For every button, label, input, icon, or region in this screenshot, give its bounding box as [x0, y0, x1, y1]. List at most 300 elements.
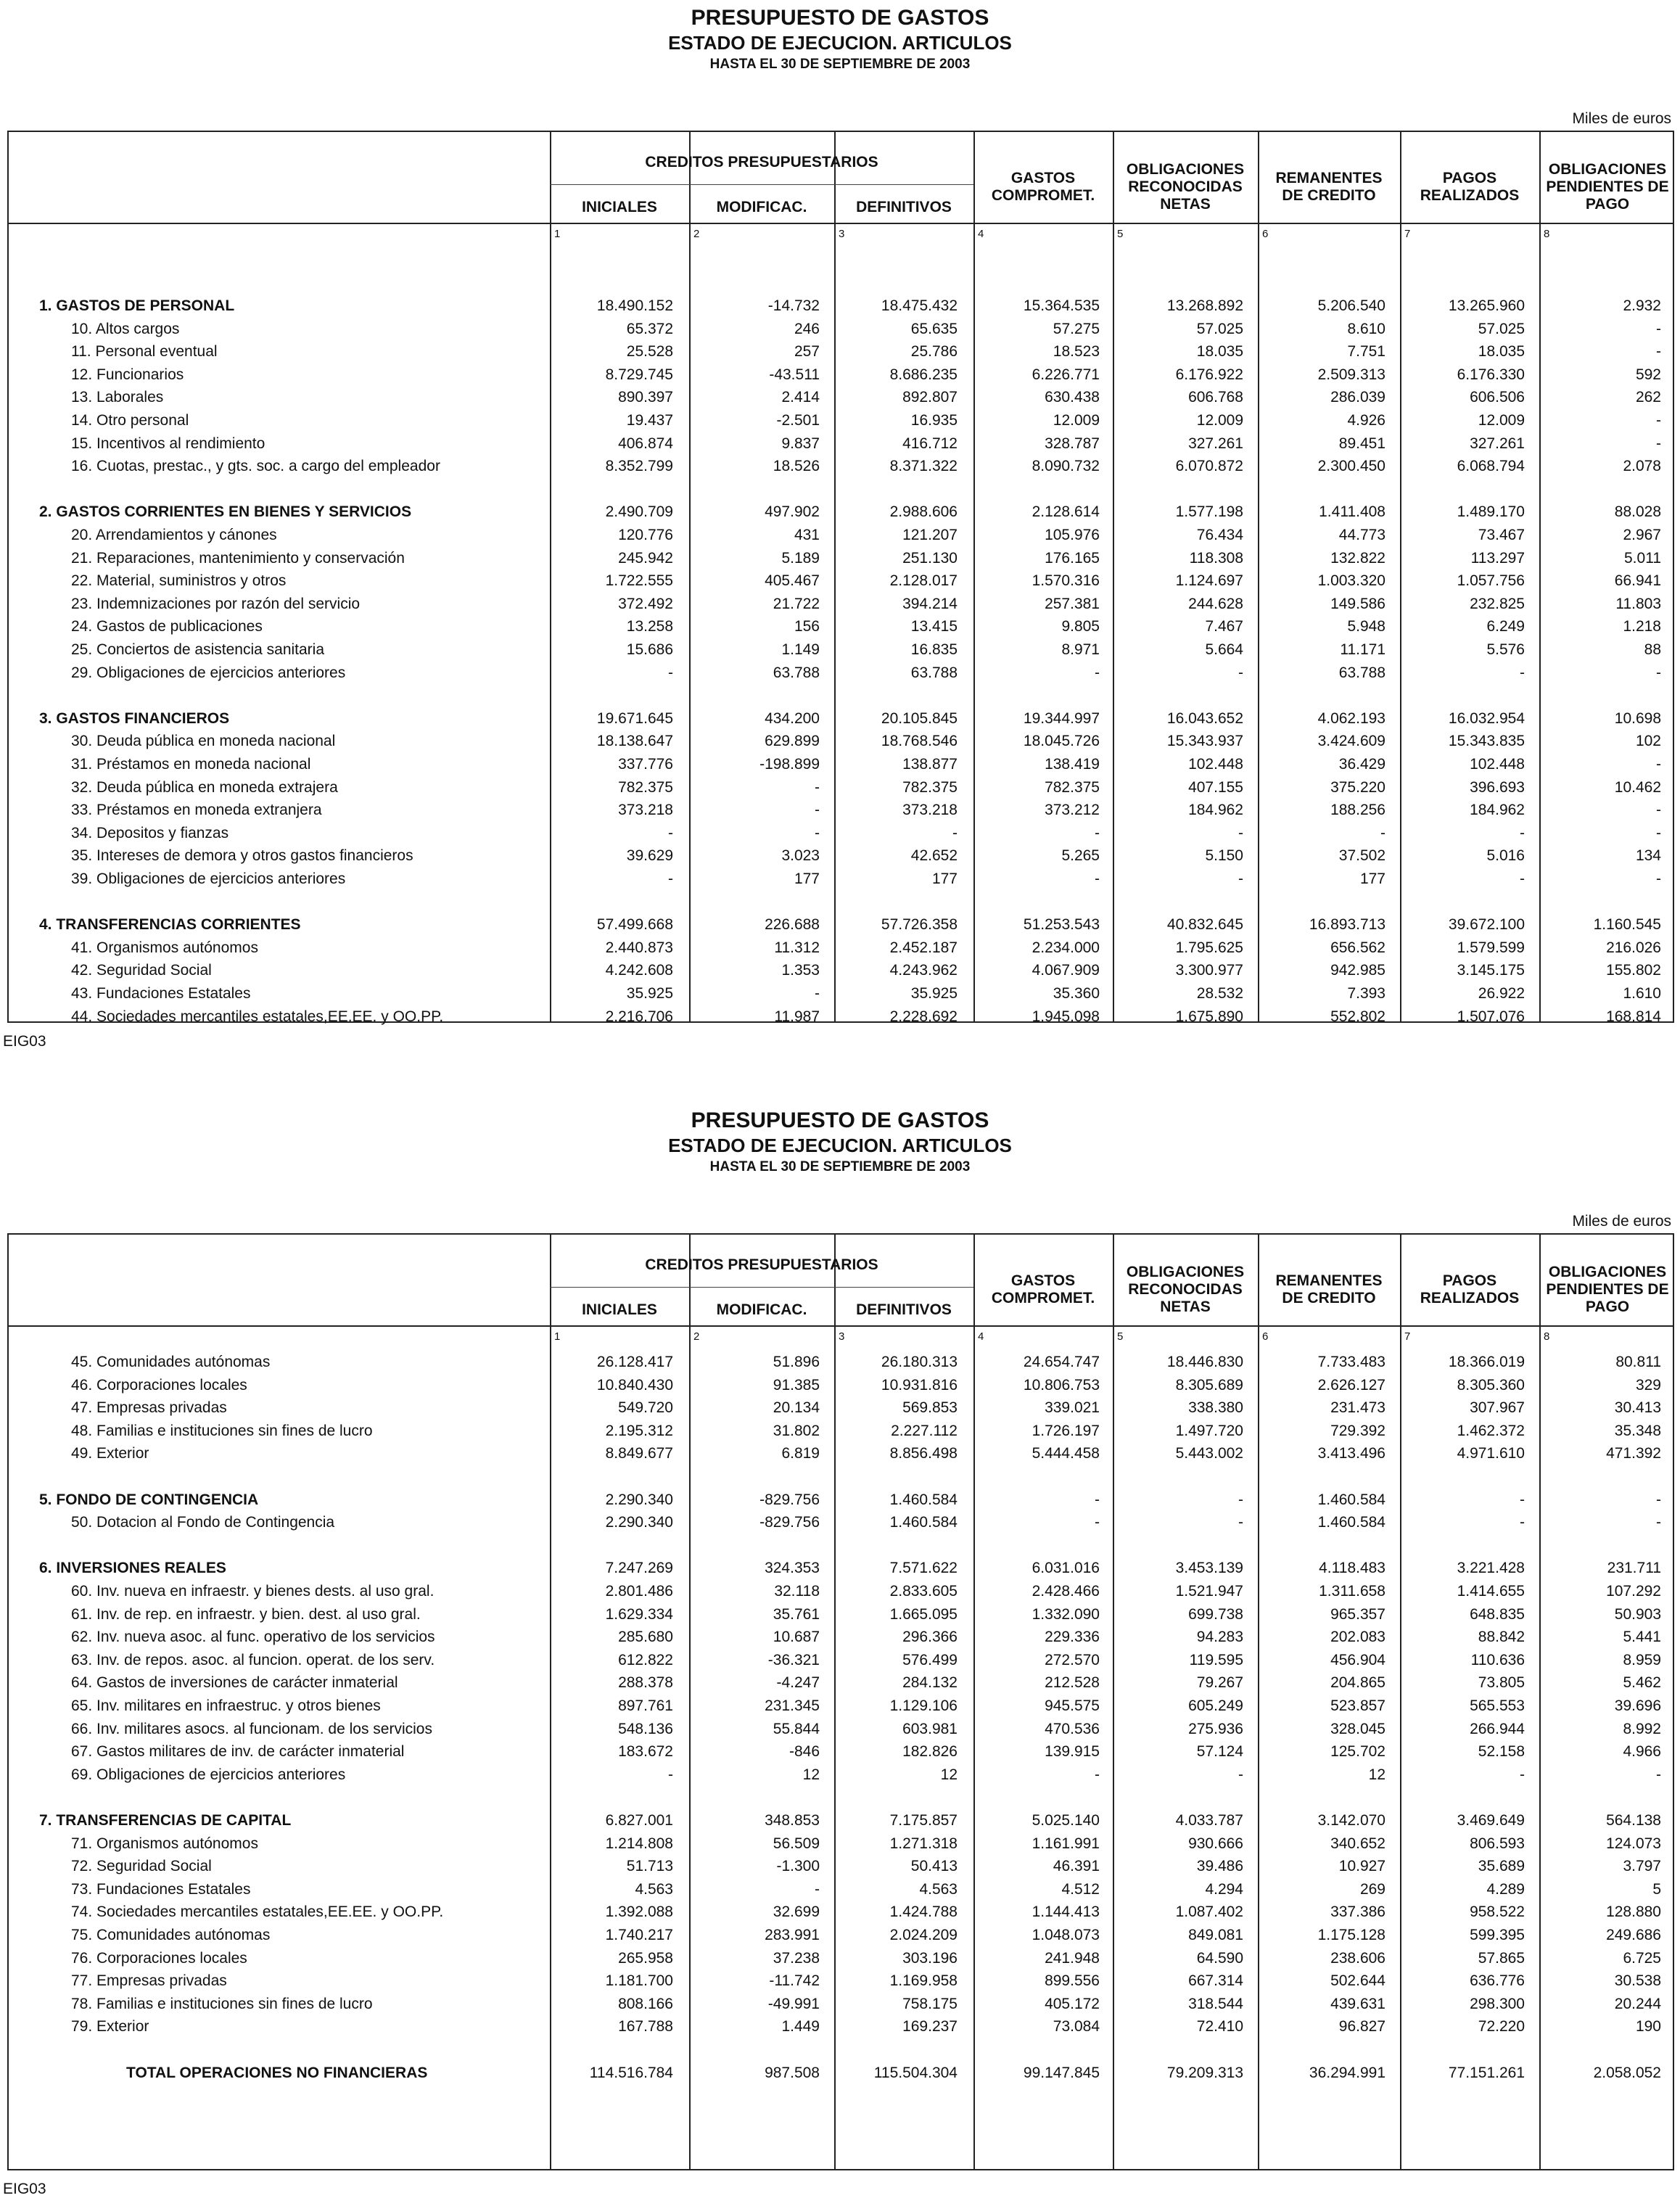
header-gastos-line: GASTOS: [1010, 170, 1076, 186]
cell-value: 57.275: [1053, 320, 1100, 337]
cell-value: 184.962: [1188, 802, 1243, 819]
column-number: 6: [1262, 228, 1269, 240]
report-subtitle: ESTADO DE EJECUCION. ARTICULOS: [668, 1135, 1012, 1156]
cell-value: 10.462: [1614, 778, 1661, 796]
cell-value: 808.166: [618, 1995, 673, 2012]
cell-value: -: [1656, 1491, 1661, 1508]
section-row: [9, 913, 1673, 936]
cell-value: 10.927: [1338, 1858, 1385, 1875]
cell-value: 20.244: [1614, 1995, 1661, 2012]
row-label: 16. Cuotas, prestac., y gts. soc. a cargo del empleador: [71, 458, 440, 475]
table-row: [9, 569, 1673, 592]
cell-value: 184.962: [1470, 802, 1525, 819]
cell-value: 2.216.706: [605, 1008, 673, 1025]
table-row: [9, 776, 1673, 799]
cell-value: 3.424.609: [1317, 733, 1385, 750]
cell-value: 431: [794, 527, 820, 543]
cell-value: -: [1095, 1514, 1100, 1531]
header-iniciales: INICIALES: [582, 199, 657, 215]
cell-value: 1.497.720: [1175, 1422, 1243, 1439]
cell-value: -1.300: [776, 1858, 820, 1875]
footer-code: EIG03: [3, 1033, 46, 1050]
cell-value: 8.352.799: [605, 458, 673, 475]
cell-value: 605.249: [1188, 1697, 1243, 1714]
cell-value: 88.028: [1614, 503, 1661, 521]
cell-value: 899.556: [1045, 1972, 1100, 1990]
row-label: 79. Exterior: [71, 2018, 149, 2036]
cell-value: 5.948: [1347, 618, 1385, 635]
table-row: [9, 662, 1673, 684]
cell-value: 99.147.845: [1023, 2064, 1100, 2081]
table-row: [9, 1374, 1673, 1396]
cell-value: 11.803: [1615, 595, 1661, 612]
table-row: [9, 1832, 1673, 1855]
cell-value: 6.031.016: [1032, 1560, 1100, 1577]
cell-value: 606.506: [1470, 389, 1525, 406]
cell-value: 89.451: [1338, 435, 1385, 452]
cell-value: 7.571.622: [889, 1560, 958, 1577]
cell-value: 11.171: [1340, 641, 1385, 658]
cell-value: 2.290.340: [605, 1491, 673, 1508]
cell-value: 134: [1635, 847, 1661, 865]
row-label: 6. INVERSIONES REALES: [39, 1560, 226, 1577]
cell-value: 1.311.658: [1319, 1583, 1385, 1600]
cell-value: 1.507.076: [1457, 1008, 1525, 1025]
cell-value: 4.966: [1623, 1743, 1661, 1761]
cell-value: 6.827.001: [605, 1812, 673, 1829]
row-label: 29. Obligaciones de ejercicios anteriores: [71, 664, 346, 681]
cell-value: 183.672: [618, 1743, 673, 1761]
cell-value: -: [1520, 664, 1525, 681]
cell-value: 10.806.753: [1023, 1376, 1100, 1394]
cell-value: 337.386: [1330, 1903, 1385, 1921]
cell-value: 1.726.197: [1032, 1422, 1100, 1439]
cell-value: 12.009: [1053, 412, 1100, 429]
cell-value: 782.375: [618, 778, 673, 796]
cell-value: 269: [1359, 1880, 1385, 1898]
cell-value: -: [668, 664, 673, 681]
cell-value: 182.826: [902, 1743, 958, 1761]
cell-value: 177: [931, 870, 958, 887]
cell-value: 30.413: [1614, 1399, 1661, 1417]
cell-value: 667.314: [1188, 1972, 1243, 1990]
header-pendientes-line: PENDIENTES DE: [1546, 178, 1669, 195]
cell-value: 13.265.960: [1448, 297, 1525, 314]
header-pendientes-line: PAGO: [1585, 1298, 1630, 1315]
cell-value: 1.665.095: [889, 1605, 958, 1623]
cell-value: 565.553: [1470, 1697, 1525, 1714]
cell-value: 307.967: [1470, 1399, 1525, 1417]
cell-value: 338.380: [1188, 1399, 1243, 1417]
column-number: 2: [693, 1330, 700, 1343]
cell-value: 63.788: [1338, 664, 1385, 681]
cell-value: 188.256: [1330, 802, 1385, 819]
header-pendientes-line: PENDIENTES DE: [1546, 1281, 1669, 1298]
cell-value: 8.729.745: [605, 366, 673, 383]
header-gastos-line: GASTOS: [1010, 1272, 1076, 1289]
cell-value: 72.220: [1478, 2018, 1525, 2036]
cell-value: 52.158: [1478, 1743, 1525, 1761]
cell-value: 612.822: [618, 1651, 673, 1668]
cell-value: 1.414.655: [1457, 1583, 1525, 1600]
cell-value: -11.742: [769, 1972, 820, 1990]
cell-value: 26.180.313: [881, 1354, 958, 1370]
cell-value: -: [1520, 1514, 1525, 1531]
cell-value: 18.475.432: [881, 297, 958, 314]
cell-value: -: [1095, 870, 1100, 887]
column-number: 7: [1404, 1330, 1411, 1343]
cell-value: 4.242.608: [605, 962, 673, 979]
cell-value: 138.877: [902, 756, 958, 773]
cell-value: 12.009: [1478, 412, 1525, 429]
column-number: 8: [1544, 1330, 1550, 1343]
cell-value: 318.544: [1188, 1995, 1243, 2012]
cell-value: 930.666: [1188, 1835, 1243, 1852]
cell-value: 73.805: [1478, 1674, 1525, 1692]
cell-value: 2.626.127: [1317, 1376, 1385, 1394]
cell-value: 375.220: [1330, 778, 1385, 796]
cell-value: 405.172: [1045, 1995, 1100, 2012]
cell-value: 177: [794, 870, 820, 887]
cell-value: 7.751: [1347, 343, 1385, 361]
table-row: [9, 638, 1673, 661]
cell-value: 28.532: [1196, 985, 1243, 1002]
cell-value: 216.026: [1606, 939, 1661, 956]
cell-value: 9.805: [1061, 618, 1100, 635]
header-modificac: MODIFICAC.: [716, 1301, 807, 1318]
table-row: [9, 982, 1673, 1005]
cell-value: 523.857: [1330, 1697, 1385, 1714]
header-definitivos: DEFINITIVOS: [856, 199, 952, 215]
units-label: Miles de euros: [1572, 110, 1671, 127]
section-row: [9, 501, 1673, 523]
row-label: 72. Seguridad Social: [71, 1858, 212, 1875]
cell-value: 606.768: [1188, 389, 1243, 406]
cell-value: 79.209.313: [1166, 2064, 1243, 2081]
cell-value: 9.837: [781, 435, 820, 452]
cell-value: 138.419: [1045, 756, 1100, 773]
cell-value: 5.150: [1205, 847, 1243, 865]
cell-value: 1.353: [781, 962, 820, 979]
cell-value: 50.413: [910, 1858, 958, 1875]
row-label: 12. Funcionarios: [71, 366, 184, 383]
cell-value: 4.563: [635, 1880, 673, 1898]
table-row: [9, 753, 1673, 775]
cell-value: 6.819: [781, 1445, 820, 1462]
cell-value: 2.440.873: [605, 939, 673, 956]
cell-value: 76.434: [1196, 527, 1243, 543]
header-creditos: CREDITOS PRESUPUESTARIOS: [645, 154, 878, 170]
cell-value: 73.084: [1053, 2018, 1100, 2036]
table-row: [9, 1740, 1673, 1763]
table-header: [9, 132, 1673, 224]
cell-value: 892.807: [902, 389, 958, 406]
cell-value: 266.944: [1470, 1720, 1525, 1737]
cell-value: 57.025: [1478, 320, 1525, 337]
cell-value: 10.698: [1614, 709, 1661, 727]
header-iniciales: INICIALES: [582, 1301, 657, 1318]
cell-value: -: [815, 824, 820, 841]
cell-value: 16.935: [910, 412, 958, 429]
column-number: 4: [978, 228, 984, 240]
cell-value: 1.160.545: [1593, 916, 1661, 934]
header-pagos-line: PAGOS: [1442, 170, 1497, 186]
cell-value: 35.761: [773, 1605, 820, 1623]
cell-value: 6.226.771: [1032, 366, 1100, 383]
cell-value: 2.290.340: [605, 1514, 673, 1531]
table-row: [9, 1603, 1673, 1626]
cell-value: 2.058.052: [1593, 2064, 1661, 2081]
cell-value: 18.446.830: [1166, 1354, 1243, 1370]
cell-value: 439.631: [1330, 1995, 1385, 2012]
cell-value: 44.773: [1338, 527, 1385, 543]
cell-value: 599.395: [1470, 1927, 1525, 1943]
cell-value: 35.925: [910, 985, 958, 1002]
cell-value: 118.308: [1189, 549, 1243, 567]
cell-value: 96.827: [1338, 2018, 1385, 2036]
table-row: [9, 1878, 1673, 1901]
budget-table: [7, 131, 1674, 1023]
cell-value: 114.516.784: [589, 2064, 673, 2081]
cell-value: 245.942: [618, 549, 673, 567]
cell-value: 275.936: [1188, 1720, 1243, 1737]
cell-value: 2.228.692: [889, 1008, 958, 1025]
cell-value: 238.606: [1330, 1949, 1385, 1967]
cell-value: 2.300.450: [1317, 458, 1385, 475]
cell-value: 16.043.652: [1166, 709, 1243, 727]
column-number: 3: [839, 1330, 845, 1343]
cell-value: 5.462: [1623, 1674, 1661, 1692]
row-label: 34. Depositos y fianzas: [71, 824, 229, 841]
cell-value: 57.499.668: [596, 916, 673, 934]
cell-value: 8.305.360: [1457, 1376, 1525, 1394]
cell-value: 249.686: [1606, 1927, 1661, 1943]
cell-value: 1.722.555: [605, 572, 673, 590]
cell-value: 19.671.645: [596, 709, 673, 727]
cell-value: 502.644: [1330, 1972, 1385, 1990]
units-label: Miles de euros: [1572, 1213, 1671, 1230]
cell-value: 51.713: [626, 1858, 673, 1875]
cell-value: -: [1380, 824, 1385, 841]
cell-value: 8.610: [1347, 320, 1385, 337]
table-row: [9, 1626, 1673, 1648]
cell-value: 1.003.320: [1317, 572, 1385, 590]
row-label: 47. Empresas privadas: [71, 1399, 227, 1417]
cell-value: 229.336: [1045, 1629, 1100, 1646]
cell-value: 12: [940, 1766, 958, 1783]
cell-value: -: [1238, 664, 1243, 681]
row-label: 49. Exterior: [71, 1445, 149, 1462]
header-pendientes-line: OBLIGACIONES: [1548, 161, 1667, 178]
cell-value: 471.392: [1606, 1445, 1661, 1462]
header-creditos: CREDITOS PRESUPUESTARIOS: [645, 1256, 878, 1273]
cell-value: 36.429: [1338, 756, 1385, 773]
cell-value: -: [1656, 664, 1661, 681]
table-row: [9, 730, 1673, 752]
cell-value: 21.722: [773, 595, 820, 612]
table-row: [9, 1695, 1673, 1717]
cell-value: 4.067.909: [1032, 962, 1100, 979]
row-label: 30. Deuda pública en moneda nacional: [71, 733, 336, 750]
row-label: 74. Sociedades mercantiles estatales,EE.EE. y OO.PP.: [71, 1903, 444, 1921]
cell-value: 729.392: [1330, 1422, 1385, 1439]
cell-value: 15.686: [626, 641, 673, 658]
cell-value: 1.579.599: [1457, 939, 1525, 956]
row-label: 76. Corporaciones locales: [71, 1949, 247, 1967]
cell-value: 1.087.402: [1175, 1903, 1243, 1921]
cell-value: 782.375: [902, 778, 958, 796]
table-row: [9, 455, 1673, 477]
cell-value: 630.438: [1045, 389, 1100, 406]
column-number: 7: [1404, 228, 1411, 240]
cell-value: -: [1095, 824, 1100, 841]
cell-value: 348.853: [765, 1812, 820, 1829]
row-label: 63. Inv. de repos. asoc. al funcion. operat. de los serv.: [71, 1651, 435, 1668]
cell-value: -36.321: [767, 1651, 820, 1668]
row-label: TOTAL OPERACIONES NO FINANCIERAS: [126, 2064, 428, 2081]
table-row: [9, 363, 1673, 386]
cell-value: 31.802: [773, 1422, 820, 1439]
cell-value: 2.932: [1623, 297, 1661, 314]
cell-value: 19.344.997: [1023, 709, 1100, 727]
cell-value: 16.032.954: [1448, 709, 1525, 727]
cell-value: 36.294.991: [1309, 2064, 1385, 2081]
cell-value: 434.200: [765, 709, 820, 727]
cell-value: 3.023: [781, 847, 820, 865]
cell-value: 1.214.808: [605, 1835, 673, 1852]
cell-value: 283.991: [765, 1927, 820, 1943]
table-header: [9, 1235, 1673, 1327]
row-label: 5. FONDO DE CONTINGENCIA: [39, 1491, 259, 1508]
cell-value: 35.360: [1053, 985, 1100, 1002]
cell-value: 3.413.496: [1317, 1445, 1385, 1462]
cell-value: -: [1238, 824, 1243, 841]
cell-value: 12: [1368, 1766, 1385, 1783]
cell-value: -: [815, 985, 820, 1002]
cell-value: 2.509.313: [1317, 366, 1385, 383]
header-definitivos: DEFINITIVOS: [856, 1301, 952, 1318]
cell-value: 298.300: [1470, 1995, 1525, 2012]
cell-value: 12.009: [1196, 412, 1243, 429]
cell-value: 636.776: [1470, 1972, 1525, 1990]
cell-value: 5.189: [781, 549, 820, 567]
cell-value: 5.444.458: [1032, 1445, 1100, 1462]
table-row: [9, 1351, 1673, 1373]
cell-value: 3.453.139: [1175, 1560, 1243, 1577]
cell-value: 12: [802, 1766, 820, 1783]
cell-value: 15.364.535: [1023, 297, 1100, 314]
cell-value: 32.118: [774, 1583, 820, 1600]
cell-value: 987.508: [765, 2064, 820, 2081]
cell-value: 288.378: [618, 1674, 673, 1692]
cell-value: 1.577.198: [1175, 503, 1243, 521]
cell-value: 120.776: [618, 527, 673, 543]
cell-value: 128.880: [1606, 1903, 1661, 1921]
page-2: [0, 1103, 1680, 2198]
cell-value: 2.078: [1623, 458, 1661, 475]
report-title: PRESUPUESTO DE GASTOS: [691, 1108, 989, 1132]
cell-value: -: [1656, 343, 1661, 361]
cell-value: 965.357: [1330, 1605, 1385, 1623]
cell-value: 37.502: [1338, 847, 1385, 865]
table-row: [9, 2015, 1673, 2038]
cell-value: 16.893.713: [1309, 916, 1385, 934]
cell-value: -: [1656, 320, 1661, 337]
cell-value: 1.124.697: [1175, 572, 1243, 590]
row-label: 41. Organismos autónomos: [71, 939, 258, 956]
cell-value: 56.509: [773, 1835, 820, 1852]
cell-value: 2.988.606: [889, 503, 958, 521]
report-subtitle: ESTADO DE EJECUCION. ARTICULOS: [668, 32, 1012, 54]
cell-value: 155.802: [1606, 962, 1661, 979]
row-label: 14. Otro personal: [71, 412, 189, 429]
cell-value: 13.268.892: [1166, 297, 1243, 314]
cell-value: 5.441: [1623, 1629, 1661, 1646]
table-row: [9, 959, 1673, 981]
column-number: 5: [1117, 1330, 1124, 1343]
cell-value: 15.343.937: [1166, 733, 1243, 750]
cell-value: -: [1656, 412, 1661, 429]
cell-value: 73.467: [1478, 527, 1525, 543]
cell-value: 629.899: [765, 733, 820, 750]
cell-value: 327.261: [1470, 435, 1525, 452]
cell-value: 5.016: [1486, 847, 1525, 865]
cell-value: 262: [1635, 389, 1661, 406]
table-row: [9, 1420, 1673, 1442]
cell-value: 77.151.261: [1448, 2064, 1525, 2081]
cell-value: 46.391: [1053, 1858, 1100, 1875]
table-row: [9, 386, 1673, 408]
report-date: HASTA EL 30 DE SEPTIEMBRE DE 2003: [709, 1159, 971, 1174]
cell-value: 5.576: [1486, 641, 1525, 658]
cell-value: 1.460.584: [889, 1491, 958, 1508]
cell-value: 4.289: [1486, 1880, 1525, 1898]
cell-value: 212.528: [1045, 1674, 1100, 1692]
cell-value: -: [1238, 870, 1243, 887]
header-obligaciones-line: RECONOCIDAS: [1128, 178, 1243, 195]
row-label: 2. GASTOS CORRIENTES EN BIENES Y SERVICIOS: [39, 503, 412, 521]
column-number: 4: [978, 1330, 984, 1343]
cell-value: -: [1656, 435, 1661, 452]
cell-value: 42.652: [910, 847, 958, 865]
cell-value: 246: [794, 320, 820, 337]
row-label: 31. Préstamos en moneda nacional: [71, 756, 311, 773]
cell-value: 63.788: [773, 664, 820, 681]
cell-value: 1.181.700: [605, 1972, 673, 1990]
cell-value: 20.134: [773, 1399, 820, 1417]
cell-value: 6.070.872: [1175, 458, 1243, 475]
cell-value: 119.595: [1189, 1651, 1243, 1668]
cell-value: 115.504.304: [873, 2064, 958, 2081]
row-label: 39. Obligaciones de ejercicios anteriores: [71, 870, 346, 887]
cell-value: 63.788: [910, 664, 958, 681]
cell-value: 26.128.417: [596, 1354, 673, 1370]
cell-value: 849.081: [1188, 1927, 1243, 1943]
cell-value: -829.756: [759, 1491, 820, 1508]
cell-value: 569.853: [902, 1399, 958, 1417]
cell-value: 285.680: [618, 1629, 673, 1646]
cell-value: 4.926: [1347, 412, 1385, 429]
cell-value: -: [668, 870, 673, 887]
cell-value: 57.865: [1478, 1949, 1525, 1967]
cell-value: 1.460.584: [889, 1514, 958, 1531]
cell-value: 3.797: [1623, 1858, 1661, 1875]
cell-value: 102.448: [1470, 756, 1525, 773]
cell-value: 231.711: [1607, 1560, 1661, 1577]
cell-value: 39.486: [1196, 1858, 1243, 1875]
cell-value: 102: [1635, 733, 1661, 750]
cell-value: 18.045.726: [1023, 733, 1100, 750]
